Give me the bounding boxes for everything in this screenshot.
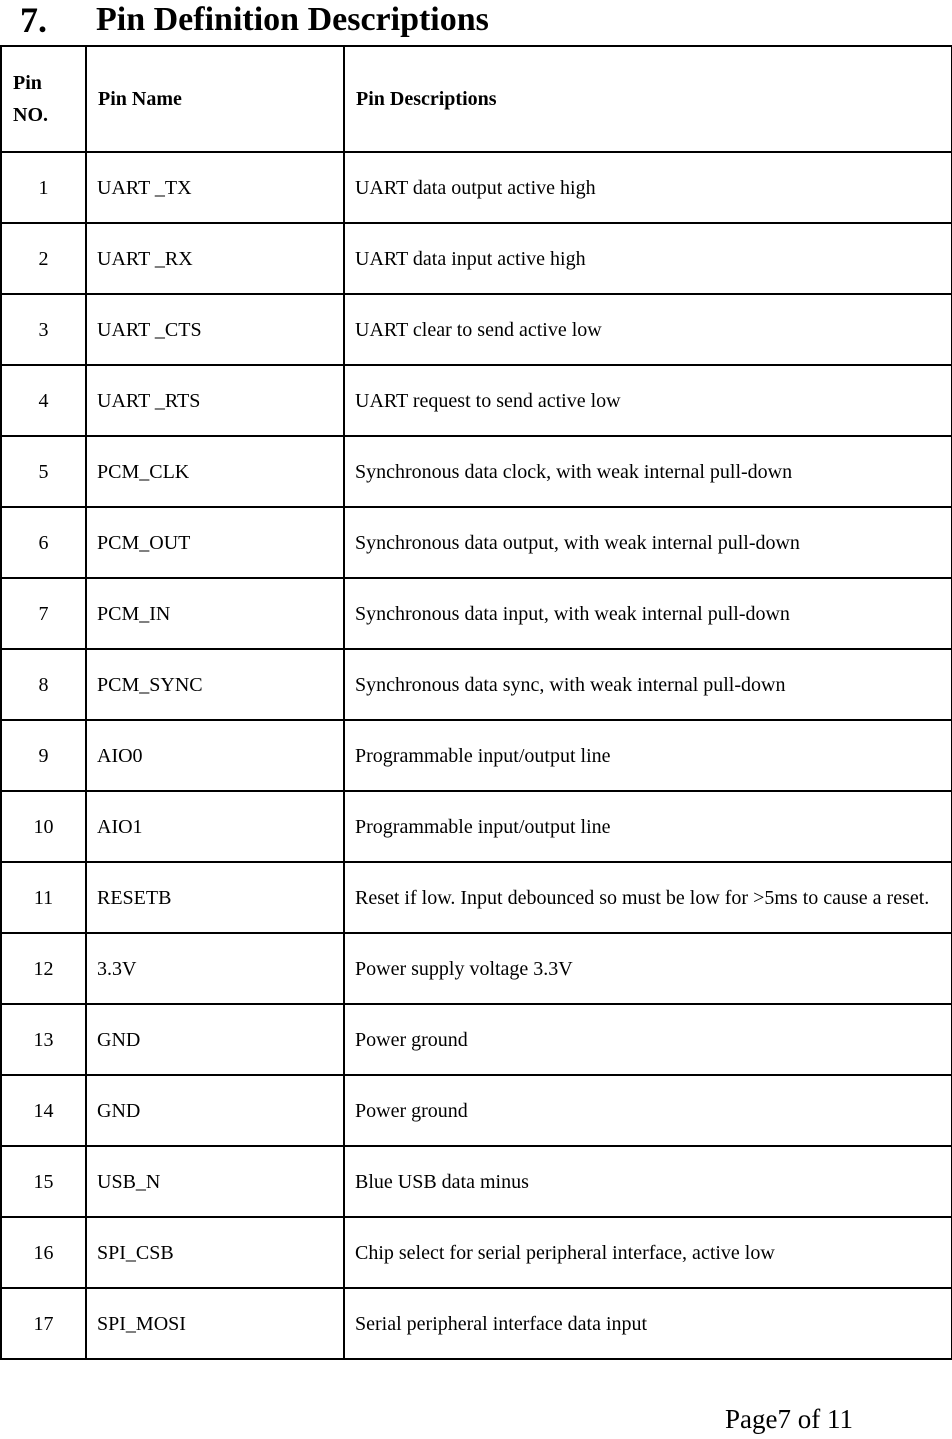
pin-number: 8 <box>1 649 86 720</box>
pin-number: 10 <box>1 791 86 862</box>
pin-description: Programmable input/output line <box>344 720 952 791</box>
section-heading <box>20 0 489 40</box>
pin-description: UART clear to send active low <box>344 294 952 365</box>
pin-description: UART data input active high <box>344 223 952 294</box>
pin-name: GND <box>86 1075 344 1146</box>
pin-number: 3 <box>1 294 86 365</box>
table-row <box>1 720 952 791</box>
table-row <box>1 365 952 436</box>
table-row <box>1 223 952 294</box>
table-row <box>1 294 952 365</box>
pin-name: UART _CTS <box>86 294 344 365</box>
table-row <box>1 933 952 1004</box>
section-title: Pin Definition Descriptions <box>96 1 489 38</box>
pin-name: PCM_OUT <box>86 507 344 578</box>
pin-name: PCM_SYNC <box>86 649 344 720</box>
pin-description: Reset if low. Input debounced so must be low for >5ms to cause a reset. <box>344 862 952 933</box>
pin-number: 5 <box>1 436 86 507</box>
table-row <box>1 649 952 720</box>
section-number: 7. <box>20 0 47 40</box>
pin-description: UART request to send active low <box>344 365 952 436</box>
table-row <box>1 436 952 507</box>
pin-description: Power ground <box>344 1004 952 1075</box>
pin-description: Synchronous data clock, with weak internal pull-down <box>344 436 952 507</box>
pin-description: Chip select for serial peripheral interface, active low <box>344 1217 952 1288</box>
pin-number: 11 <box>1 862 86 933</box>
header-pin-no: Pin NO. <box>1 46 86 152</box>
table-row <box>1 578 952 649</box>
pin-number: 13 <box>1 1004 86 1075</box>
table-row <box>1 1288 952 1359</box>
pin-number: 2 <box>1 223 86 294</box>
pin-description: Synchronous data sync, with weak internal pull-down <box>344 649 952 720</box>
header-pin-name: Pin Name <box>86 46 344 152</box>
pin-name: AIO0 <box>86 720 344 791</box>
pin-name: SPI_CSB <box>86 1217 344 1288</box>
table-row <box>1 507 952 578</box>
pin-number: 17 <box>1 1288 86 1359</box>
pin-name: GND <box>86 1004 344 1075</box>
pin-name: UART _RX <box>86 223 344 294</box>
pin-number: 6 <box>1 507 86 578</box>
pin-description: Programmable input/output line <box>344 791 952 862</box>
pin-description: Power ground <box>344 1075 952 1146</box>
pin-description: UART data output active high <box>344 152 952 223</box>
table-row <box>1 862 952 933</box>
page-number: Page7 of 11 <box>725 1404 853 1434</box>
table-header-row <box>1 46 952 152</box>
pin-number: 9 <box>1 720 86 791</box>
pin-name: UART _RTS <box>86 365 344 436</box>
pin-description: Synchronous data input, with weak internal pull-down <box>344 578 952 649</box>
pin-number: 15 <box>1 1146 86 1217</box>
table-row <box>1 1146 952 1217</box>
pin-name: 3.3V <box>86 933 344 1004</box>
pin-description: Synchronous data output, with weak internal pull-down <box>344 507 952 578</box>
pin-description: Serial peripheral interface data input <box>344 1288 952 1359</box>
pin-definition-table <box>0 45 952 1360</box>
pin-description: Blue USB data minus <box>344 1146 952 1217</box>
pin-number: 16 <box>1 1217 86 1288</box>
pin-name: PCM_IN <box>86 578 344 649</box>
pin-name: SPI_MOSI <box>86 1288 344 1359</box>
header-pin-descriptions: Pin Descriptions <box>344 46 952 152</box>
pin-name: USB_N <box>86 1146 344 1217</box>
table-row <box>1 791 952 862</box>
pin-description: Power supply voltage 3.3V <box>344 933 952 1004</box>
pin-number: 7 <box>1 578 86 649</box>
table-row <box>1 1075 952 1146</box>
pin-name: UART _TX <box>86 152 344 223</box>
table-row <box>1 1217 952 1288</box>
pin-number: 4 <box>1 365 86 436</box>
table-row <box>1 152 952 223</box>
pin-number: 1 <box>1 152 86 223</box>
table-row <box>1 1004 952 1075</box>
pin-name: RESETB <box>86 862 344 933</box>
pin-number: 12 <box>1 933 86 1004</box>
pin-name: AIO1 <box>86 791 344 862</box>
pin-name: PCM_CLK <box>86 436 344 507</box>
pin-number: 14 <box>1 1075 86 1146</box>
